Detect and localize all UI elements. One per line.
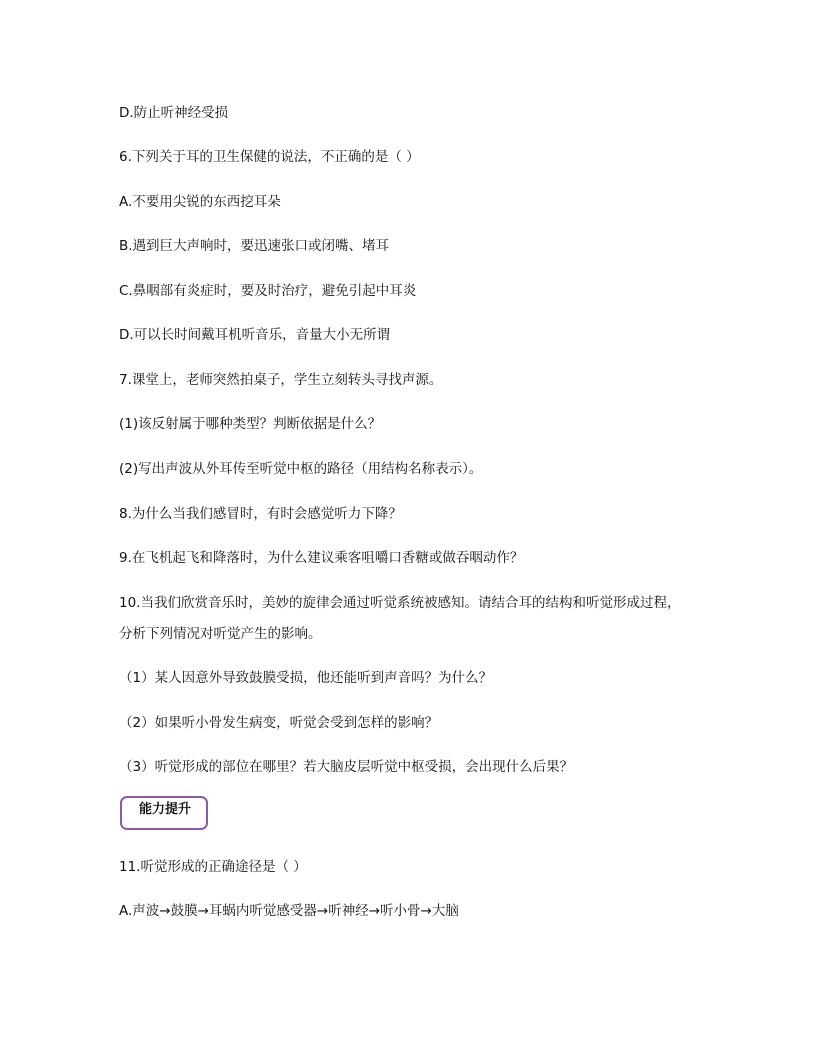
option-6d: D.可以长时间戴耳机听音乐，音量大小无所谓	[119, 327, 391, 343]
option-11a: A.声波→鼓膜→耳蜗内听觉感受器→听神经→听小骨→大脑	[119, 903, 459, 919]
question-10-continued: 分析下列情况对听觉产生的影响。	[119, 626, 322, 642]
question-10-part-2: （2）如果听小骨发生病变，听觉会受到怎样的影响？	[119, 715, 439, 731]
question-10: 10.当我们欣赏音乐时，美妙的旋律会通过听觉系统被感知。请结合耳的结构和听觉形成过程，	[119, 595, 681, 611]
question-11: 11.听觉形成的正确途径是（ ）	[119, 859, 307, 875]
section-badge-label: 能力提升	[139, 802, 192, 817]
option-5d: D.防止听神经受损	[119, 105, 229, 121]
question-10-part-3: （3）听觉形成的部位在哪里？若大脑皮层听觉中枢受损，会出现什么后果？	[119, 759, 574, 775]
question-7-part-2: (2)写出声波从外耳传至听觉中枢的路径（用结构名称表示）。	[119, 461, 483, 477]
question-7: 7.课堂上，老师突然拍桌子，学生立刻转头寻找声源。	[119, 372, 443, 388]
question-7-part-1: (1)该反射属于哪种类型？判断依据是什么？	[119, 416, 382, 432]
question-9: 9.在飞机起飞和降落时，为什么建议乘客咀嚼口香糖或做吞咽动作？	[119, 550, 524, 566]
option-6a: A.不要用尖锐的东西挖耳朵	[119, 194, 281, 210]
option-6c: C.鼻咽部有炎症时，要及时治疗，避免引起中耳炎	[119, 283, 417, 299]
question-8: 8.为什么当我们感冒时，有时会感觉听力下降？	[119, 506, 402, 522]
question-10-part-1: （1）某人因意外导致鼓膜受损，他还能听到声音吗？为什么？	[119, 670, 493, 686]
question-6: 6.下列关于耳的卫生保健的说法，不正确的是（ ）	[119, 149, 420, 165]
section-badge	[120, 796, 208, 830]
option-6b: B.遇到巨大声响时，要迅速张口或闭嘴、堵耳	[119, 238, 390, 254]
